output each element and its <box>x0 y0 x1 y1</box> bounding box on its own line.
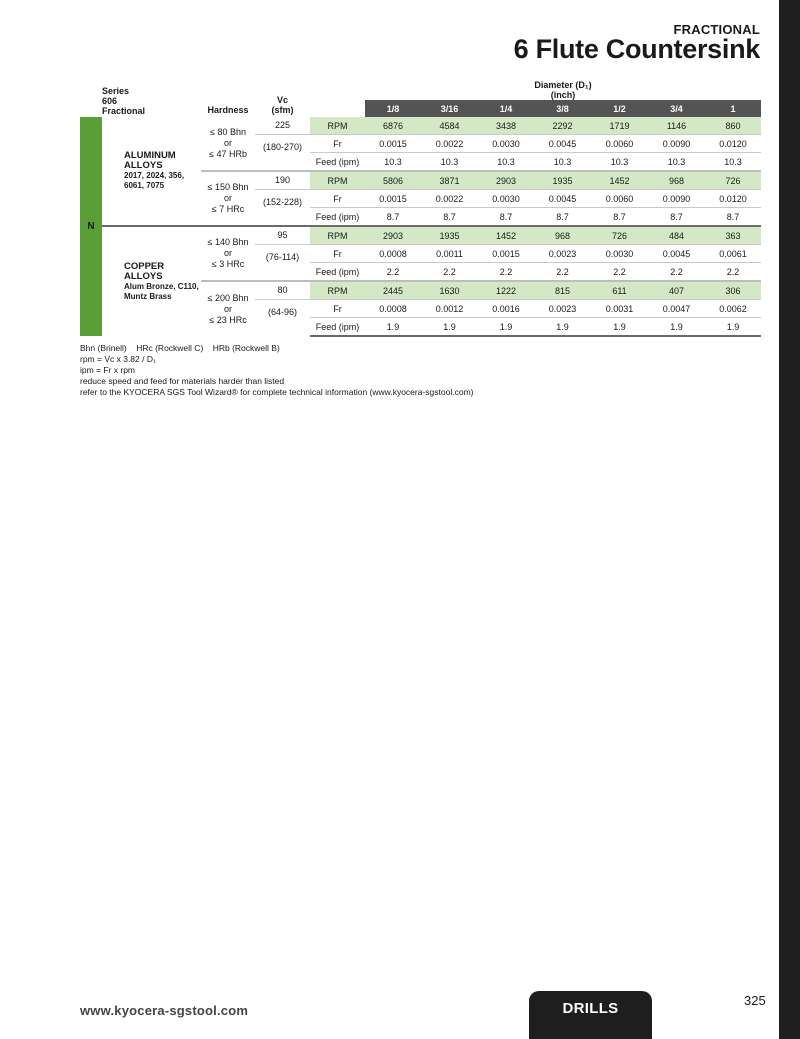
fr-label: Fr <box>310 135 365 153</box>
vc-value: 95 <box>255 226 310 245</box>
rpm-cell: 1935 <box>534 171 591 190</box>
feed-cell: 8.7 <box>421 208 478 227</box>
rpm-cell: 2445 <box>365 281 421 300</box>
feed-cell: 8.7 <box>478 208 534 227</box>
fr-cell: 0.0015 <box>478 245 534 263</box>
feed-label: Feed (ipm) <box>310 263 365 282</box>
feed-cell: 10.3 <box>705 153 761 172</box>
feed-cell: 10.3 <box>421 153 478 172</box>
fr-cell: 0.0062 <box>705 300 761 318</box>
rpm-cell: 968 <box>648 171 705 190</box>
vc-range: (76-114) <box>265 252 300 262</box>
rpm-cell: 1719 <box>591 117 648 135</box>
feed-cell: 1.9 <box>648 318 705 337</box>
material-subtypes: 2017, 2024, 356, <box>124 171 185 180</box>
size-header: 3/16 <box>421 100 478 117</box>
fr-cell: 0.0031 <box>591 300 648 318</box>
note-line: ipm = Fr x rpm <box>80 365 136 375</box>
page-edge-bar <box>779 0 800 1039</box>
series-number: 606 <box>102 96 118 106</box>
fr-cell: 0.0045 <box>534 135 591 153</box>
hardness-line: ≤ 23 HRc <box>209 314 247 325</box>
feed-cell: 1.9 <box>421 318 478 337</box>
rpm-cell: 2903 <box>478 171 534 190</box>
table-row <box>80 226 761 245</box>
fr-cell: 0.0030 <box>478 135 534 153</box>
blank-header <box>310 78 365 100</box>
feed-cell: 1.9 <box>534 318 591 337</box>
fr-cell: 0.0045 <box>534 190 591 208</box>
fr-cell: 0.0023 <box>534 245 591 263</box>
size-header: 1/2 <box>591 100 648 117</box>
hardness-line: ≤ 200 Bhn <box>207 292 249 303</box>
rpm-cell: 4584 <box>421 117 478 135</box>
feed-cell: 10.3 <box>591 153 648 172</box>
vc-range: (152-228) <box>263 197 303 207</box>
feed-label: Feed (ipm) <box>310 153 365 172</box>
rpm-cell: 611 <box>591 281 648 300</box>
vc-unit: (sfm) <box>271 105 294 115</box>
rpm-cell: 484 <box>648 226 705 245</box>
hardness-line: ≤ 140 Bhn <box>207 237 249 247</box>
fr-cell: 0.0120 <box>705 190 761 208</box>
vc-range: (64-96) <box>268 307 298 317</box>
feed-cell: 2.2 <box>365 263 421 282</box>
vc-header <box>255 78 310 117</box>
note-line: reduce speed and feed for materials harder than listed <box>80 376 285 386</box>
feed-label: Feed (ipm) <box>310 318 365 337</box>
fr-cell: 0.0015 <box>365 190 421 208</box>
fr-label: Fr <box>310 190 365 208</box>
diameter-unit: (inch) <box>550 90 576 100</box>
feed-cell: 8.7 <box>648 208 705 227</box>
hardness-line: ≤ 47 HRb <box>209 149 247 159</box>
series-header <box>80 78 201 117</box>
feed-cell: 2.2 <box>534 263 591 282</box>
material-name: ALUMINUM ALLOYS <box>124 150 176 171</box>
rpm-cell: 1452 <box>478 226 534 245</box>
hardness-line: or <box>224 303 233 314</box>
rpm-cell: 407 <box>648 281 705 300</box>
vc-label: Vc <box>277 95 289 105</box>
rpm-cell: 860 <box>705 117 761 135</box>
feed-cell: 10.3 <box>365 153 421 172</box>
section-tab-label: DRILLS <box>562 1000 619 1017</box>
fr-cell: 0.0012 <box>421 300 478 318</box>
series-label: Series <box>102 86 130 96</box>
note-line: refer to the KYOCERA SGS Tool Wizard® for complete technical information (www.kyocera-sgstool.com) <box>80 387 474 397</box>
rpm-cell: 1935 <box>421 226 478 245</box>
diameter-label: Diameter (D₁) <box>534 80 592 90</box>
hardness-cell <box>201 281 255 336</box>
fr-cell: 0.0008 <box>365 245 421 263</box>
fr-cell: 0.0015 <box>365 135 421 153</box>
hardness-line: or <box>224 138 233 148</box>
rpm-cell: 726 <box>705 171 761 190</box>
rpm-cell: 1222 <box>478 281 534 300</box>
rpm-label: RPM <box>310 117 365 135</box>
rpm-cell: 726 <box>591 226 648 245</box>
hardness-line: ≤ 3 HRc <box>211 259 245 269</box>
iso-group-cell: N <box>80 117 102 336</box>
hardness-header: Hardness <box>207 105 249 115</box>
fr-cell: 0.0090 <box>648 190 705 208</box>
feed-cell: 8.7 <box>365 208 421 227</box>
fr-cell: 0.0060 <box>591 190 648 208</box>
feed-label: Feed (ipm) <box>310 208 365 227</box>
feed-cell: 8.7 <box>534 208 591 227</box>
note-line: Bhn (Brinell) HRc (Rockwell C) HRb (Rockwell B) <box>80 343 280 353</box>
feed-cell: 8.7 <box>705 208 761 227</box>
feed-cell: 2.2 <box>705 263 761 282</box>
rpm-cell: 1452 <box>591 171 648 190</box>
size-header: 1/4 <box>478 100 534 117</box>
rpm-cell: 1146 <box>648 117 705 135</box>
fr-cell: 0.0060 <box>591 135 648 153</box>
blank-size-cell <box>310 100 365 117</box>
vc-value: 225 <box>255 117 310 135</box>
note-line: rpm = Vc x 3.82 / D₁ <box>80 354 156 364</box>
feed-cell: 10.3 <box>648 153 705 172</box>
fr-cell: 0.0090 <box>648 135 705 153</box>
fr-label: Fr <box>310 300 365 318</box>
feed-cell: 2.2 <box>648 263 705 282</box>
series-type: Fractional <box>102 106 146 116</box>
hardness-line: ≤ 7 HRc <box>211 204 245 214</box>
feed-cell: 1.9 <box>705 318 761 337</box>
rpm-cell: 2903 <box>365 226 421 245</box>
hardness-line: ≤ 80 Bhn <box>210 127 246 137</box>
rpm-cell: 2292 <box>534 117 591 135</box>
hardness-cell <box>201 171 255 226</box>
vc-value: 80 <box>255 281 310 300</box>
rpm-label: RPM <box>310 281 365 300</box>
material-cell <box>102 226 201 336</box>
hardness-line: ≤ 150 Bhn <box>207 182 249 192</box>
speeds-feeds-table-wrap <box>80 78 761 337</box>
rpm-label: RPM <box>310 226 365 245</box>
vc-value: 190 <box>255 171 310 190</box>
fr-cell: 0.0023 <box>534 300 591 318</box>
fr-cell: 0.0120 <box>705 135 761 153</box>
rpm-cell: 5806 <box>365 171 421 190</box>
fr-cell: 0.0011 <box>421 245 478 263</box>
diameter-header <box>365 78 761 100</box>
rpm-label: RPM <box>310 171 365 190</box>
fr-cell: 0.0008 <box>365 300 421 318</box>
feed-cell: 8.7 <box>591 208 648 227</box>
fr-cell: 0.0030 <box>478 190 534 208</box>
material-name: COPPER ALLOYS <box>124 260 165 282</box>
feed-cell: 1.9 <box>591 318 648 337</box>
rpm-cell: 968 <box>534 226 591 245</box>
rpm-cell: 1630 <box>421 281 478 300</box>
fr-cell: 0.0022 <box>421 135 478 153</box>
rpm-cell: 3871 <box>421 171 478 190</box>
table-row <box>80 117 761 135</box>
page-number: 325 <box>744 993 766 1008</box>
vc-range: (180-270) <box>263 142 303 152</box>
speeds-feeds-table <box>80 78 761 337</box>
material-subtypes: 6061, 7075 <box>124 181 165 190</box>
fr-cell: 0.0016 <box>478 300 534 318</box>
feed-cell: 2.2 <box>421 263 478 282</box>
feed-cell: 2.2 <box>591 263 648 282</box>
category-label: FRACTIONAL <box>673 22 760 37</box>
feed-cell: 1.9 <box>365 318 421 337</box>
feed-cell: 10.3 <box>478 153 534 172</box>
material-cell <box>102 117 201 226</box>
fr-cell: 0.0030 <box>591 245 648 263</box>
hardness-cell <box>201 117 255 171</box>
size-header: 3/4 <box>648 100 705 117</box>
fr-cell: 0.0047 <box>648 300 705 318</box>
rpm-cell: 306 <box>705 281 761 300</box>
fr-label: Fr <box>310 245 365 263</box>
rpm-cell: 815 <box>534 281 591 300</box>
feed-cell: 1.9 <box>478 318 534 337</box>
rpm-cell: 6876 <box>365 117 421 135</box>
material-subtypes: Alum Bronze, C110, <box>124 281 199 291</box>
notes <box>80 343 473 398</box>
hardness-line: or <box>224 248 233 258</box>
fr-cell: 0.0061 <box>705 245 761 263</box>
material-subtypes: Muntz Brass <box>124 291 172 301</box>
feed-cell: 2.2 <box>478 263 534 282</box>
feed-cell: 10.3 <box>534 153 591 172</box>
hardness-cell <box>201 226 255 281</box>
rpm-cell: 3438 <box>478 117 534 135</box>
hardness-line: or <box>224 193 233 203</box>
fr-cell: 0.0022 <box>421 190 478 208</box>
size-header: 1/8 <box>365 100 421 117</box>
size-header: 1 <box>705 100 761 117</box>
size-header: 3/8 <box>534 100 591 117</box>
rpm-cell: 363 <box>705 226 761 245</box>
footer-url[interactable]: www.kyocera-sgstool.com <box>80 1003 249 1018</box>
fr-cell: 0.0045 <box>648 245 705 263</box>
page-title: 6 Flute Countersink <box>513 34 760 64</box>
